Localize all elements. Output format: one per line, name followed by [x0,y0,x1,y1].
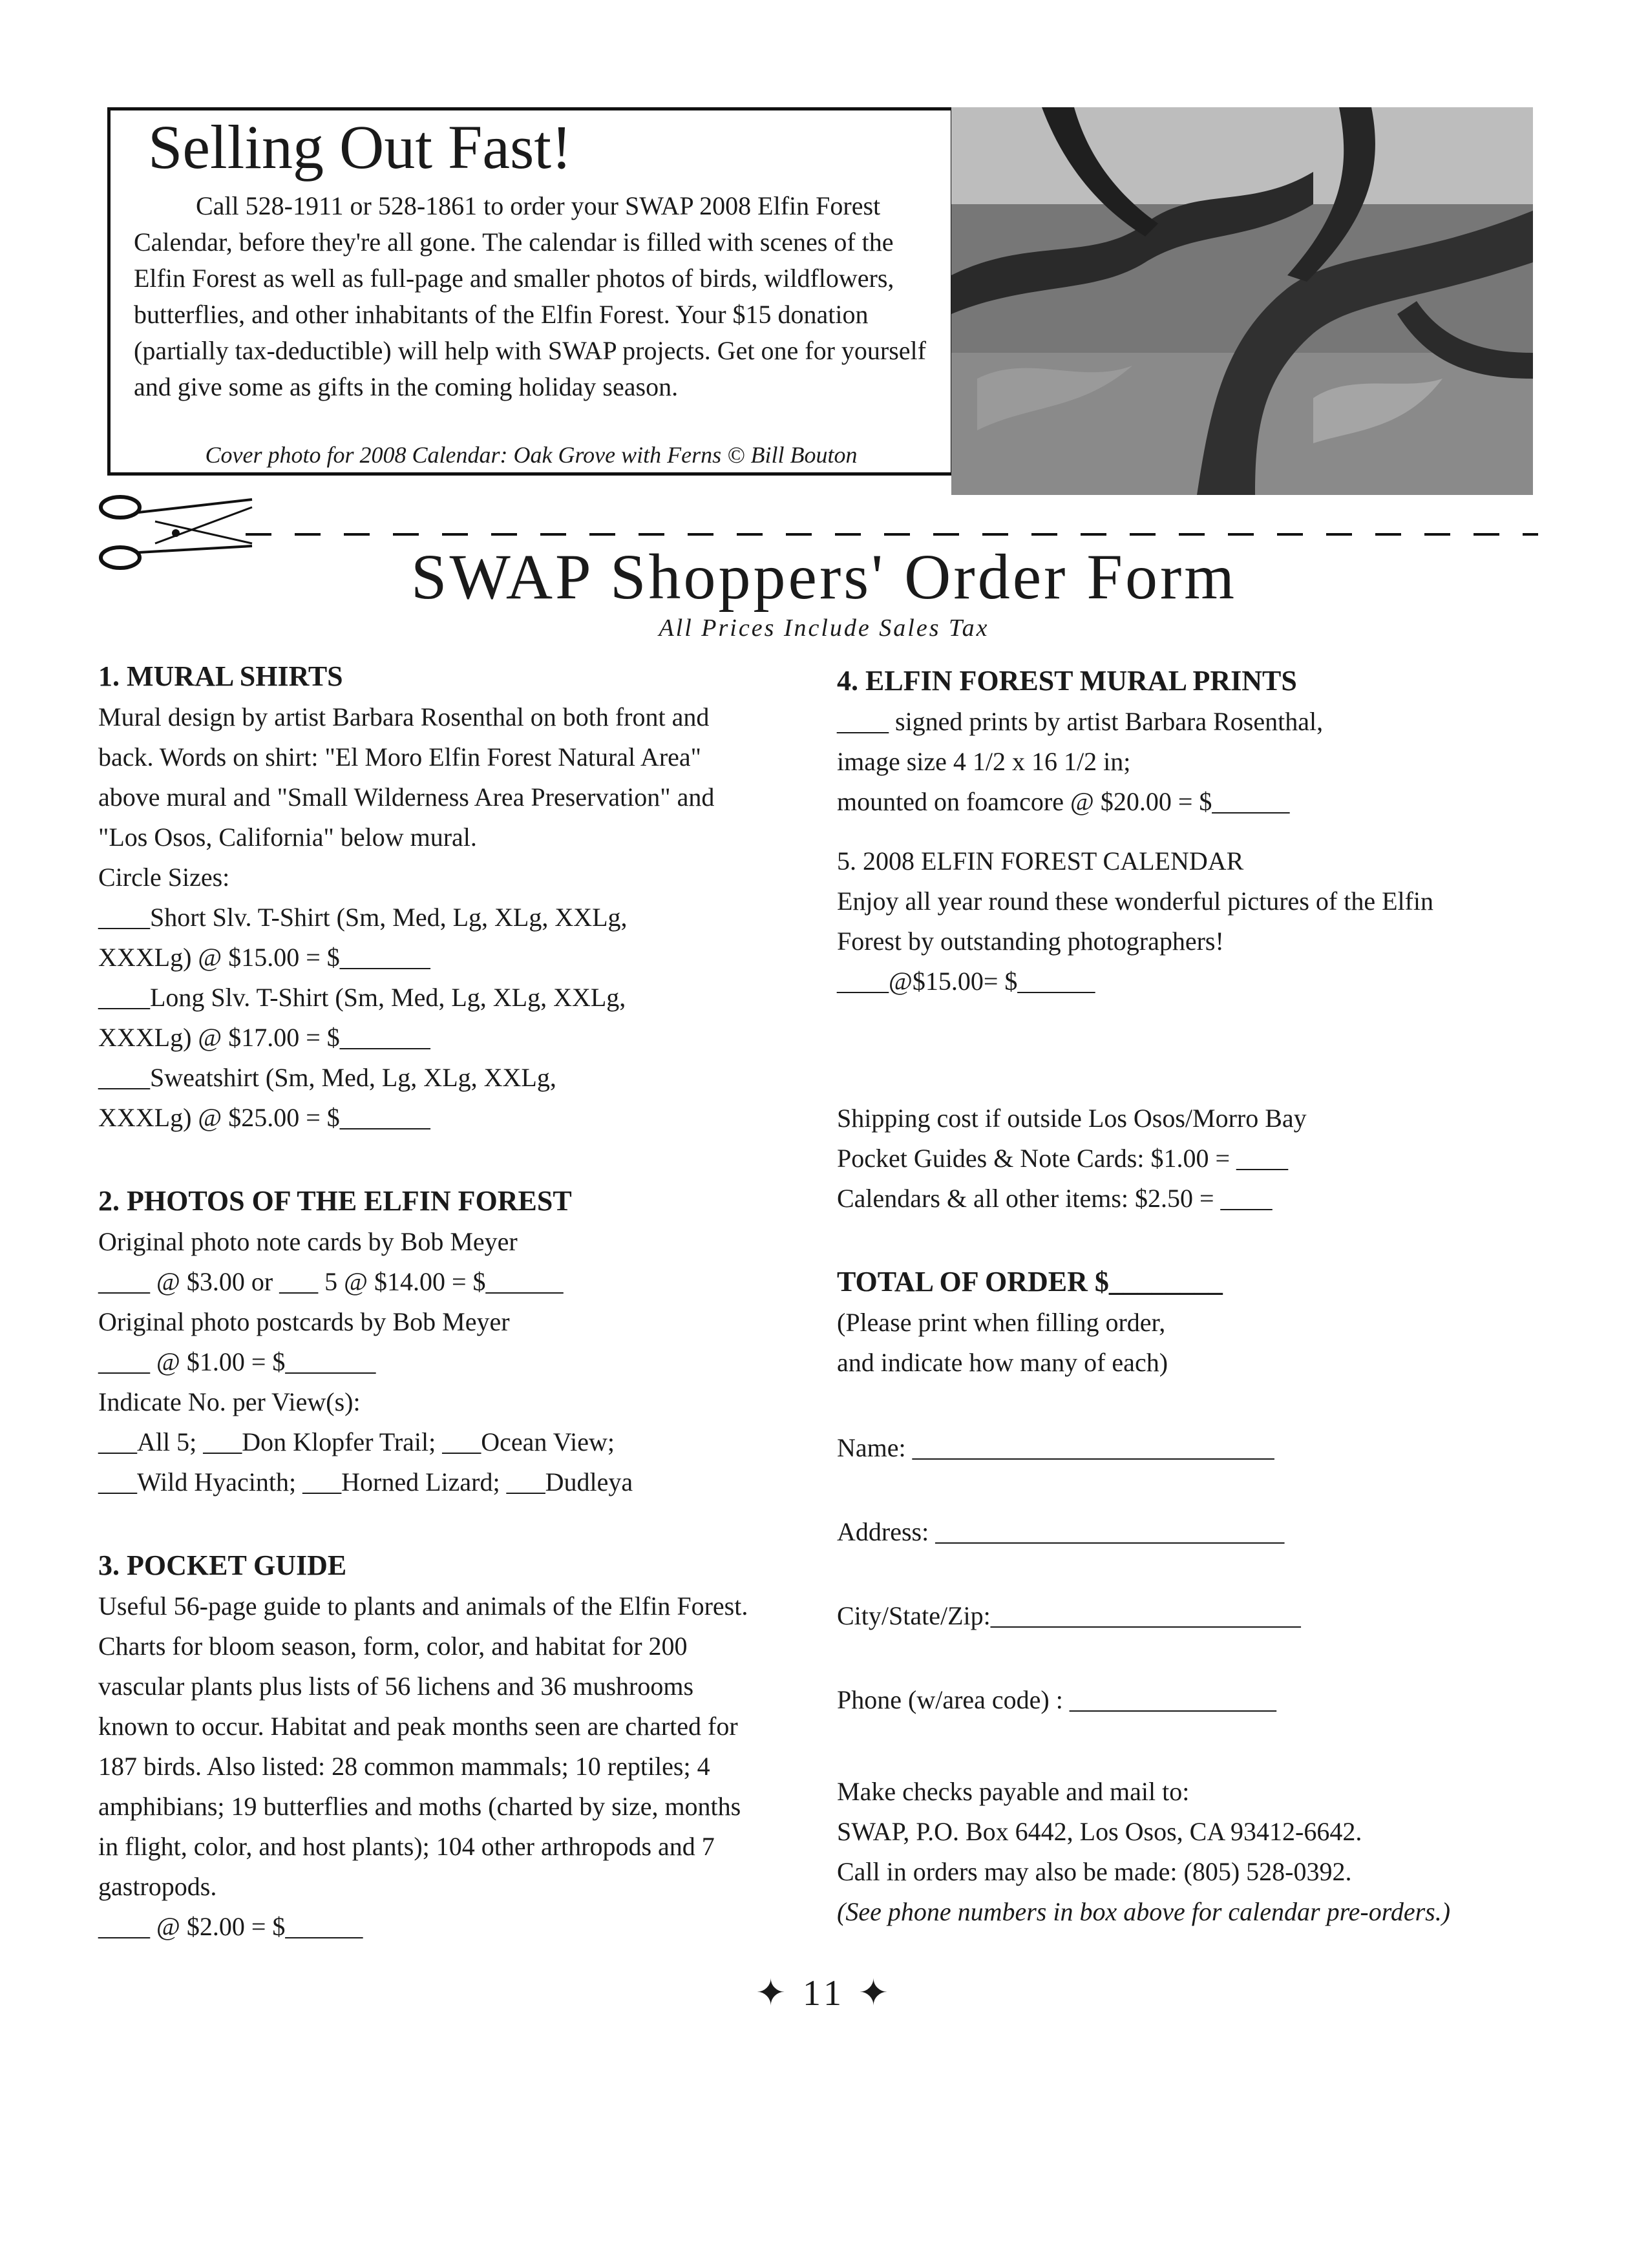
promo-body: Call 528-1911 or 528-1861 to order your SWAP 2008 Elfin Forest Calendar, before they're all gone. The calendar is filled with scenes of the Elfin Forest as well as full-page and smaller photos of birds, wildflowers, butterflies, and other inhabitants of the Elfin Forest. Your $15 donation (partially tax-deductible) will help with SWAP projects. Get one for yourself and give some as gifts in the coming holiday season. [134,191,926,401]
calendar-preorder-note: (See phone numbers in box above for calendar pre-orders.) [837,1897,1451,1926]
sweatshirt-price-line[interactable]: XXXLg) @ $25.00 = $_______ [98,1103,430,1132]
phone-field[interactable]: Phone (w/area code) : ________________ [837,1685,1276,1714]
mural-prints-price-line[interactable]: mounted on foamcore @ $20.00 = $______ [837,787,1290,816]
photo-caption: Cover photo for 2008 Calendar: Oak Grove with Ferns © Bill Bouton [205,442,858,468]
pocket-guide-description: Useful 56-page guide to plants and animals of the Elfin Forest. Charts for bloom season, form, color, and habitat for 200 vascular plants plus lists of 56 lichens and 36 mushrooms known to occur. Habitat and peak months seen are charted for 187 birds. Also listed: 28 common mammals; 10 reptiles; 4 amphibians; 19 butterflies and moths (charted by size, months in flight, color, and host plants); 104 other arthropods and 7 gastropods. [98,1591,748,1901]
note-cards-label: Original photo note cards by Bob Meyer [98,1227,518,1256]
short-sleeve-price-line[interactable]: XXXLg) @ $15.00 = $_______ [98,943,430,972]
circle-sizes-label: Circle Sizes: [98,863,230,892]
order-note-2: and indicate how many of each) [837,1348,1168,1377]
views-label: Indicate No. per View(s): [98,1387,361,1416]
calendar-description-1: Enjoy all year round these wonderful pictures of the Elfin [837,887,1434,916]
mural-shirts-description: Mural design by artist Barbara Rosenthal on both front and back. Words on shirt: "El Moro Elfin Forest Natural Area" above mural and "Small Wilderness Area Preservation" and "Los Osos, California" below mural. [98,702,715,852]
order-total-line[interactable]: TOTAL OF ORDER $________ [837,1266,1223,1297]
long-sleeve-price-line[interactable]: XXXLg) @ $17.00 = $_______ [98,1023,430,1052]
note-cards-price-line[interactable]: ____ @ $3.00 or ___ 5 @ $14.00 = $______ [98,1267,564,1296]
section-photos-heading: 2. PHOTOS OF THE ELFIN FOREST [98,1185,572,1217]
sweatshirt-line[interactable]: ____Sweatshirt (Sm, Med, Lg, XLg, XXLg, [98,1063,556,1092]
name-field[interactable]: Name: ____________________________ [837,1433,1274,1462]
page-number: ✦ 11 ✦ [755,1973,893,2013]
promo-box [107,107,954,476]
calendar-cover-photo [951,107,1533,495]
form-subtitle: All Prices Include Sales Tax [659,614,989,642]
section-mural-shirts-heading: 1. MURAL SHIRTS [98,660,343,692]
left-column [98,656,770,1947]
postcards-label: Original photo postcards by Bob Meyer [98,1307,510,1336]
mural-prints-line-2: image size 4 1/2 x 16 1/2 in; [837,747,1131,776]
calendar-description-2: Forest by outstanding photographers! [837,927,1224,956]
address-field[interactable]: Address: ___________________________ [837,1517,1285,1546]
order-note-1: (Please print when filling order, [837,1308,1166,1337]
short-sleeve-tshirt-line[interactable]: ____Short Slv. T-Shirt (Sm, Med, Lg, XLg, XXLg, [98,903,628,932]
shipping-guides-line[interactable]: Pocket Guides & Note Cards: $1.00 = ____ [837,1144,1289,1173]
mail-address: SWAP, P.O. Box 6442, Los Osos, CA 93412-6642. [837,1817,1362,1846]
section-pocket-guide-heading: 3. POCKET GUIDE [98,1549,347,1581]
calendar-price-line[interactable]: ____@$15.00= $______ [837,967,1095,996]
call-in-orders: Call in orders may also be made: (805) 528-0392. [837,1857,1352,1886]
views-line-2[interactable]: ___Wild Hyacinth; ___Horned Lizard; ___Dudleya [98,1467,633,1496]
right-column [837,660,1548,1932]
promo-title: Selling Out Fast! [148,112,573,182]
mural-prints-line-1[interactable]: ____ signed prints by artist Barbara Rosenthal, [837,707,1324,736]
shipping-calendars-line[interactable]: Calendars & all other items: $2.50 = ____ [837,1184,1273,1213]
form-title: SWAP Shoppers' Order Form [410,541,1238,613]
postcards-price-line[interactable]: ____ @ $1.00 = $_______ [98,1347,376,1376]
city-state-zip-field[interactable]: City/State/Zip:________________________ [837,1601,1301,1630]
shipping-heading: Shipping cost if outside Los Osos/Morro Bay [837,1104,1307,1133]
long-sleeve-tshirt-line[interactable]: ____Long Slv. T-Shirt (Sm, Med, Lg, XLg, XXLg, [98,983,626,1012]
pocket-guide-price-line[interactable]: ____ @ $2.00 = $______ [98,1912,363,1941]
section-calendar-heading: 5. 2008 ELFIN FOREST CALENDAR [837,846,1244,876]
mail-instructions-1: Make checks payable and mail to: [837,1777,1190,1806]
views-line-1[interactable]: ___All 5; ___Don Klopfer Trail; ___Ocean View; [98,1427,615,1456]
section-mural-prints-heading: 4. ELFIN FOREST MURAL PRINTS [837,665,1297,697]
